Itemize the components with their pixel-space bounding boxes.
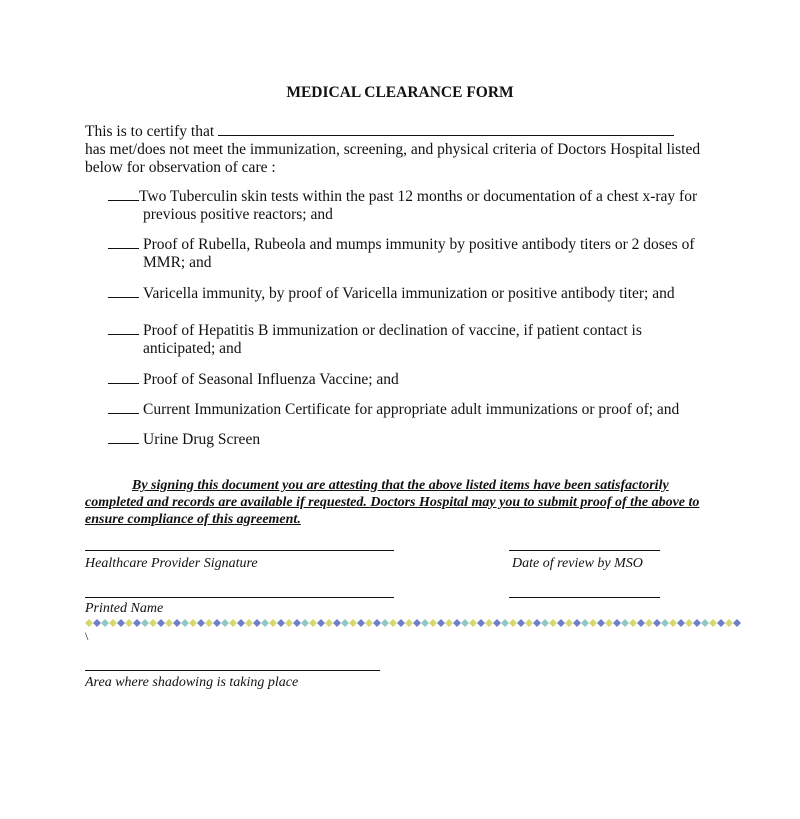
diamond-ornament — [413, 619, 421, 627]
diamond-ornament — [709, 619, 717, 627]
requirement-text: Current Immunization Certificate for appropriate adult immunizations or proof of; and — [143, 401, 680, 418]
diamond-ornament — [237, 619, 245, 627]
diamond-ornament — [533, 619, 541, 627]
diamond-ornament — [725, 619, 733, 627]
diamond-ornament — [581, 619, 589, 627]
diamond-ornament — [213, 619, 221, 627]
diamond-ornament — [605, 619, 613, 627]
diamond-ornament — [333, 619, 341, 627]
requirement-text-cont: MMR; and — [143, 254, 212, 271]
checkbox-line[interactable] — [108, 321, 139, 335]
diamond-ornament — [629, 619, 637, 627]
diamond-ornament — [149, 619, 157, 627]
shadowing-area-line[interactable] — [85, 670, 380, 671]
diamond-ornament — [469, 619, 477, 627]
shadowing-area-label: Area where shadowing is taking place — [85, 675, 299, 690]
requirement-text: Two Tuberculin skin tests within the past 12 months or documentation of a chest x-ray for — [139, 188, 698, 205]
diamond-ornament — [597, 619, 605, 627]
diamond-ornament — [421, 619, 429, 627]
attestation-statement — [85, 477, 715, 528]
requirement-text: Urine Drug Screen — [143, 431, 261, 448]
diamond-ornament — [93, 619, 101, 627]
requirement-item-varicella — [108, 284, 718, 303]
diamond-ornament — [365, 619, 373, 627]
requirement-text-cont: previous positive reactors; and — [143, 206, 333, 223]
diamond-ornament — [493, 619, 501, 627]
diamond-ornament — [269, 619, 277, 627]
diamond-ornament — [205, 619, 213, 627]
diamond-ornament — [685, 619, 693, 627]
diamond-ornament — [381, 619, 389, 627]
diamond-ornament — [613, 619, 621, 627]
diamond-ornament — [621, 619, 629, 627]
provider-signature-line[interactable] — [85, 550, 394, 551]
diamond-ornament — [661, 619, 669, 627]
diamond-ornament — [453, 619, 461, 627]
certify-intro — [85, 121, 725, 177]
diamond-ornament — [189, 619, 197, 627]
diamond-ornament — [525, 619, 533, 627]
diamond-ornament — [261, 619, 269, 627]
requirement-text: Proof of Hepatitis B immunization or declination of vaccine, if patient contact is — [143, 322, 642, 339]
diamond-ornament — [101, 619, 109, 627]
mso-signature-line[interactable] — [509, 597, 660, 598]
diamond-ornament — [173, 619, 181, 627]
diamond-ornament — [717, 619, 725, 627]
intro-prefix: This is to certify that — [85, 123, 215, 140]
diamond-ornament — [349, 619, 357, 627]
requirement-item-hepatitis — [108, 321, 718, 358]
diamond-ornament — [517, 619, 525, 627]
provider-signature-label: Healthcare Provider Signature — [85, 556, 258, 571]
diamond-ornament — [133, 619, 141, 627]
diamond-ornament — [405, 619, 413, 627]
checkbox-line[interactable] — [108, 370, 139, 384]
requirement-text: Proof of Seasonal Influenza Vaccine; and — [143, 371, 399, 388]
diamond-ornament — [117, 619, 125, 627]
diamond-ornament — [325, 619, 333, 627]
printed-name-label: Printed Name — [85, 601, 164, 616]
diamond-ornament — [397, 619, 405, 627]
diamond-ornament — [485, 619, 493, 627]
diamond-ornament — [573, 619, 581, 627]
intro-rest: has met/does not meet the immunization, screening, and physical criteria of Doctors Hospital listed below for observation of care : — [85, 141, 701, 176]
diamond-ornament — [317, 619, 325, 627]
diamond-ornament — [85, 619, 93, 627]
requirement-text: Proof of Rubella, Rubeola and mumps immunity by positive antibody titers or 2 doses of — [143, 236, 695, 253]
diamond-ornament — [677, 619, 685, 627]
attestation-line1: By signing this document you are attesting that the above listed items have been satisfactorily — [132, 478, 669, 493]
decorative-diamond-border — [85, 617, 741, 629]
diamond-ornament — [549, 619, 557, 627]
diamond-ornament — [253, 619, 261, 627]
diamond-ornament — [589, 619, 597, 627]
diamond-ornament — [245, 619, 253, 627]
diamond-ornament — [373, 619, 381, 627]
diamond-ornament — [733, 619, 741, 627]
diamond-ornament — [477, 619, 485, 627]
diamond-ornament — [445, 619, 453, 627]
review-date-label: Date of review by MSO — [512, 556, 643, 571]
patient-name-blank[interactable] — [218, 121, 674, 136]
requirement-item-influenza — [108, 370, 718, 389]
diamond-ornament — [357, 619, 365, 627]
diamond-ornament — [557, 619, 565, 627]
diamond-ornament — [229, 619, 237, 627]
requirement-item-mmr — [108, 235, 718, 272]
diamond-ornament — [541, 619, 549, 627]
checkbox-line[interactable] — [108, 187, 139, 201]
diamond-ornament — [277, 619, 285, 627]
requirement-item-immunization-cert — [108, 400, 718, 419]
diamond-ornament — [701, 619, 709, 627]
diamond-ornament — [293, 619, 301, 627]
diamond-ornament — [109, 619, 117, 627]
diamond-ornament — [341, 619, 349, 627]
diamond-ornament — [165, 619, 173, 627]
requirement-text-cont: anticipated; and — [143, 340, 242, 357]
diamond-ornament — [437, 619, 445, 627]
diamond-ornament — [637, 619, 645, 627]
checkbox-line[interactable] — [108, 430, 139, 444]
diamond-ornament — [669, 619, 677, 627]
diamond-ornament — [285, 619, 293, 627]
requirement-item-drug-screen — [108, 430, 718, 449]
attestation-rest: completed and records are available if requested. Doctors Hospital may you to submit proof of the above to ensure compliance of this agreement. — [85, 495, 700, 527]
diamond-ornament — [157, 619, 165, 627]
diamond-ornament — [509, 619, 517, 627]
diamond-ornament — [221, 619, 229, 627]
diamond-ornament — [429, 619, 437, 627]
checkbox-line[interactable] — [108, 400, 139, 414]
diamond-ornament — [501, 619, 509, 627]
printed-name-line[interactable] — [85, 597, 394, 598]
diamond-ornament — [653, 619, 661, 627]
diamond-ornament — [301, 619, 309, 627]
requirement-text: Varicella immunity, by proof of Varicella immunization or positive antibody titer; and — [143, 285, 675, 302]
checkbox-line[interactable] — [108, 235, 139, 249]
diamond-ornament — [565, 619, 573, 627]
diamond-ornament — [125, 619, 133, 627]
page-title: MEDICAL CLEARANCE FORM — [286, 84, 514, 101]
diamond-ornament — [461, 619, 469, 627]
diamond-ornament — [197, 619, 205, 627]
requirement-item-tb — [108, 187, 718, 224]
diamond-ornament — [309, 619, 317, 627]
stray-backslash-mark: \ — [85, 629, 89, 643]
review-date-line[interactable] — [509, 550, 660, 551]
diamond-ornament — [645, 619, 653, 627]
diamond-ornament — [181, 619, 189, 627]
diamond-ornament — [693, 619, 701, 627]
checkbox-line[interactable] — [108, 284, 139, 298]
diamond-ornament — [389, 619, 397, 627]
diamond-ornament — [141, 619, 149, 627]
